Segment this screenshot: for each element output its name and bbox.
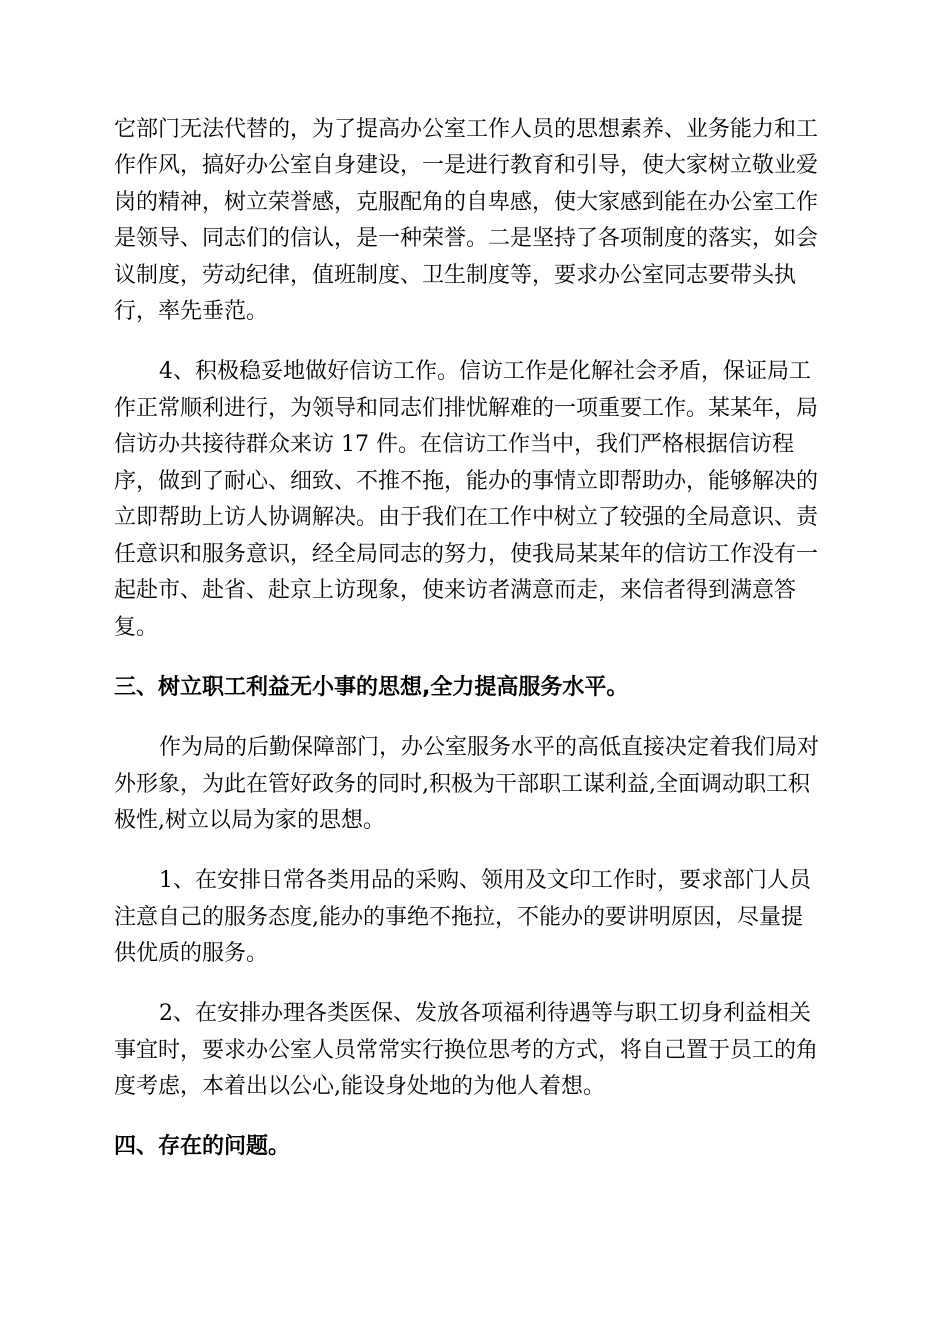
para1-line-2: 作作风，搞好办公室自身建设，一是进行教育和引导，使大家树立敬业爱: [114, 153, 819, 178]
para2-line-4: 序，做到了耐心、细致、不推不拖，能办的事情立即帮助办，能够解决的: [114, 469, 819, 494]
para5-line-3: 度考虑，本着出以公心,能设身处地的为他人着想。: [114, 1074, 605, 1099]
para4-line-1: 1、在安排日常各类用品的采购、领用及文印工作时，要求部门人员: [159, 868, 811, 893]
para3-line-1: 作为局的后勤保障部门，办公室服务水平的高低直接决定着我们局对: [159, 735, 820, 760]
para2-line-2: 作正常顺利进行，为领导和同志们排忧解难的一项重要工作。某某年，局: [114, 396, 819, 421]
para1-line-4: 是领导、同志们的信认，是一种荣誉。二是坚持了各项制度的落实，如会: [114, 226, 819, 251]
para2-line-1: 4、积极稳妥地做好信访工作。信访工作是化解社会矛盾，保证局工: [159, 359, 811, 384]
para2-line-7: 起赴市、赴省、赴京上访现象，使来访者满意而走，来信者得到满意答: [114, 578, 797, 603]
para2-line-6: 任意识和服务意识，经全局同志的努力，使我局某某年的信访工作没有一: [114, 542, 819, 567]
para3-line-3: 极性,树立以局为家的思想。: [114, 808, 385, 833]
para2-line-3: 信访办共接待群众来访 17 件。在信访工作当中，我们严格根据信访程: [114, 432, 794, 457]
para2-line-8: 复。: [114, 615, 159, 640]
section-heading-4: 四、存在的问题。: [114, 1134, 291, 1159]
para1-line-5: 议制度，劳动纪律，值班制度、卫生制度等，要求办公室同志要带头执: [114, 263, 797, 288]
para4-line-3: 供优质的服务。: [114, 941, 269, 966]
para4-line-2: 注意自己的服务态度,能办的事绝不拖拉，不能办的要讲明原因，尽量提: [114, 905, 803, 930]
para1-line-6: 行，率先垂范。: [114, 299, 269, 324]
para1-line-1: 它部门无法代替的，为了提高办公室工作人员的思想素养、业务能力和工: [114, 117, 819, 142]
para3-line-2: 外形象，为此在管好政务的同时,积极为干部职工谋利益,全面调动职工积: [114, 772, 810, 797]
para1-line-3: 岗的精神，树立荣誉感，克服配角的自卑感，使大家感到能在办公室工作: [114, 190, 819, 215]
para5-line-2: 事宜时，要求办公室人员常常实行换位思考的方式，将自己置于员工的角: [114, 1038, 819, 1063]
para5-line-1: 2、在安排办理各类医保、发放各项福利待遇等与职工切身利益相关: [159, 1001, 811, 1026]
section-heading-3: 三、树立职工利益无小事的思想,全力提高服务水平。: [114, 675, 629, 700]
para2-line-5: 立即帮助上访人协调解决。由于我们在工作中树立了较强的全局意识、责: [114, 505, 819, 530]
